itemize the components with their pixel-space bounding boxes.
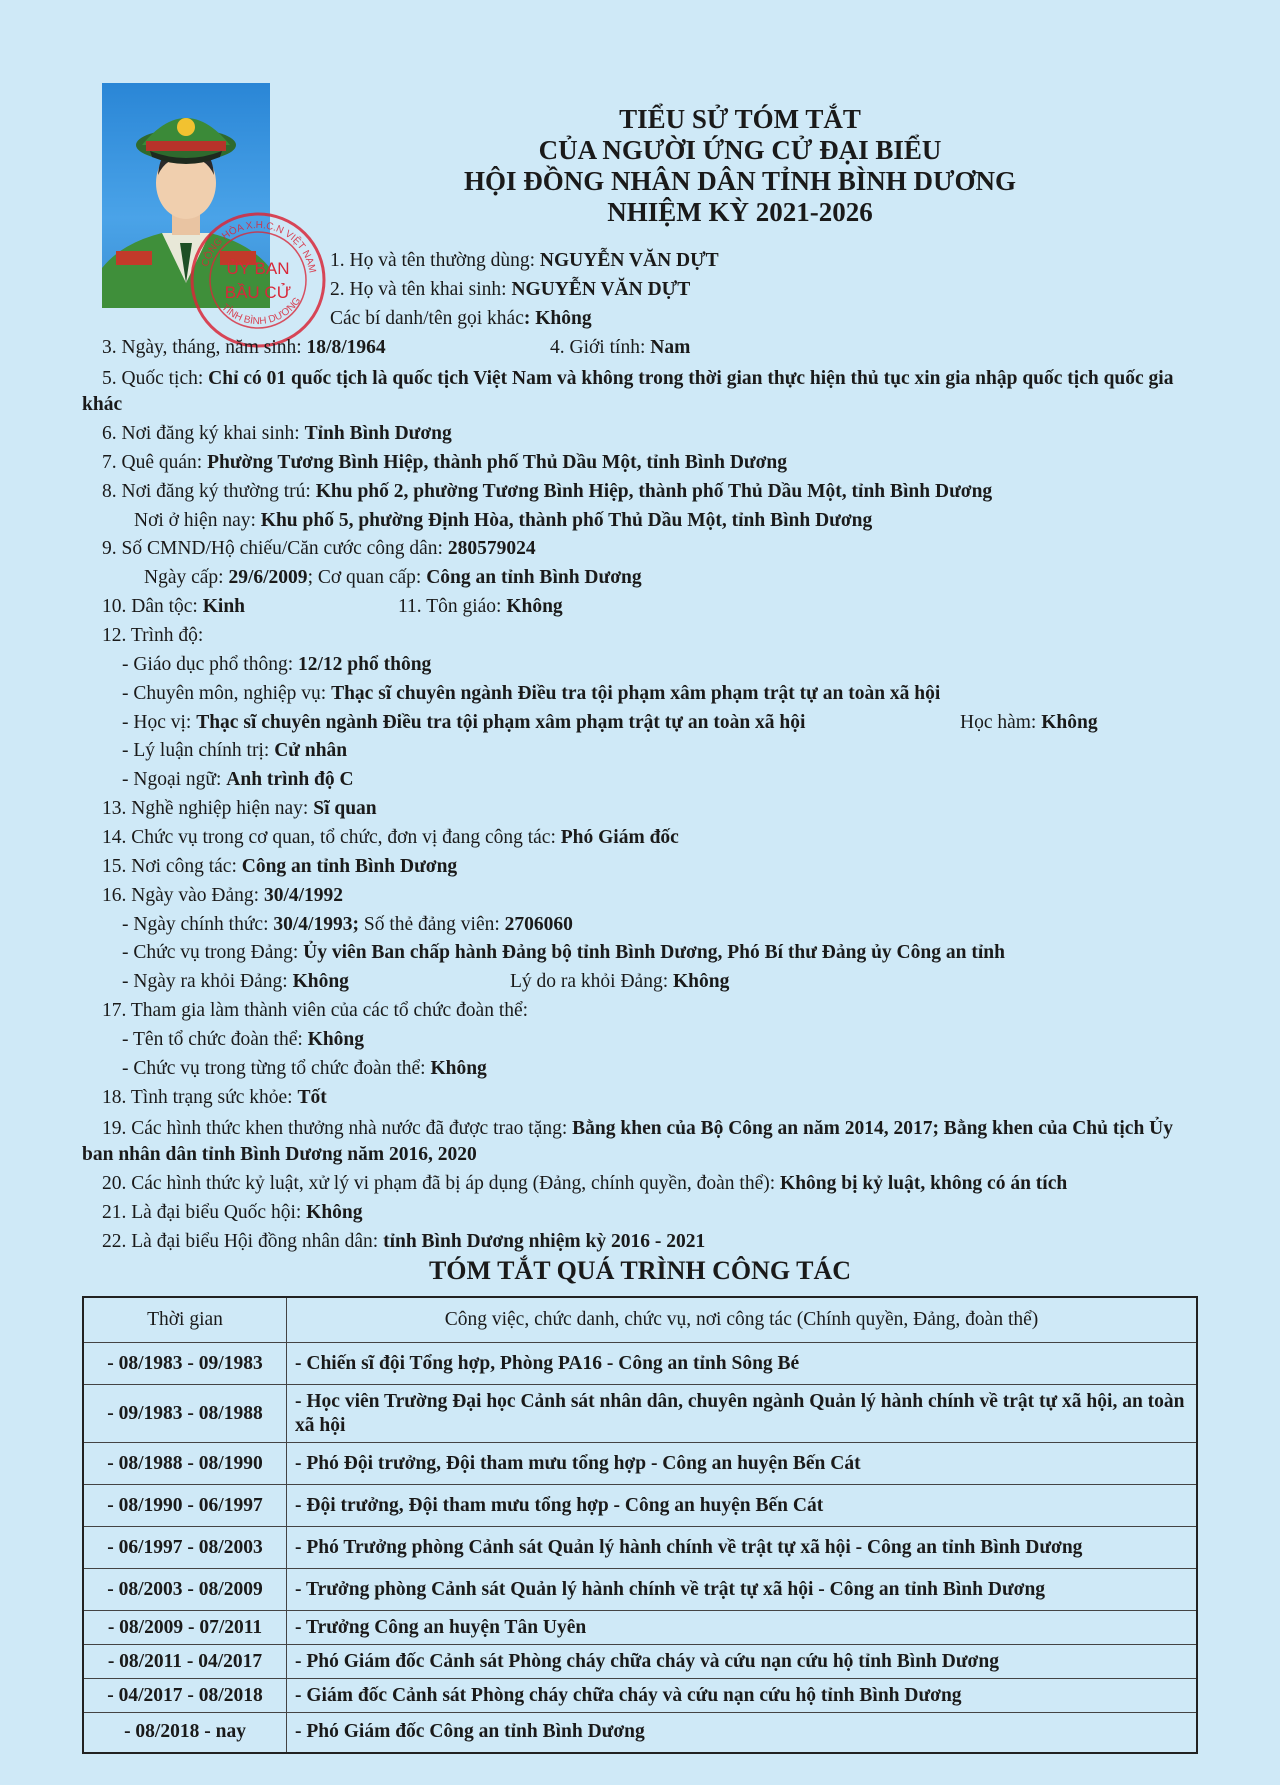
row-time: - 08/2003 - 08/2009 xyxy=(83,1569,287,1611)
row-work: - Trưởng Công an huyện Tân Uyên xyxy=(287,1611,1198,1645)
row-work: - Chiến sĩ đội Tổng hợp, Phòng PA16 - Công an tỉnh Sông Bé xyxy=(287,1343,1198,1385)
row-time: - 08/1988 - 08/1990 xyxy=(83,1443,287,1485)
field-organization-position: - Chức vụ trong từng tổ chức đoàn thể: Không xyxy=(122,1058,487,1079)
field-health: 18. Tình trạng sức khỏe: Tốt xyxy=(102,1087,327,1108)
field-academic-title: Học hàm: Không xyxy=(960,712,1098,733)
document-title xyxy=(430,104,1050,228)
field-organization-name: - Tên tổ chức đoàn thể: Không xyxy=(122,1029,365,1050)
career-section-title: TÓM TẮT QUÁ TRÌNH CÔNG TÁC xyxy=(428,1256,852,1285)
row-work: - Đội trưởng, Đội tham mưu tổng hợp - Công an huyện Bến Cát xyxy=(287,1485,1198,1527)
table-row xyxy=(83,1645,1197,1679)
row-work: - Trưởng phòng Cảnh sát Quản lý hành chính về trật tự xã hội - Công an tỉnh Bình Dương xyxy=(287,1569,1198,1611)
field-awards: 19. Các hình thức khen thưởng nhà nước đã được trao tặng: Bằng khen của Bộ Công an năm 2014, 2017; Bằng khen của Chủ tịch Ủy ban nhân dân tỉnh Bình Dương năm 2016, 2020 xyxy=(82,1118,1173,1165)
row-time: - 08/2009 - 07/2011 xyxy=(83,1611,287,1645)
field-id-issue: Ngày cấp: 29/6/2009; Cơ quan cấp: Công an tỉnh Bình Dương xyxy=(144,567,642,588)
row-time: - 04/2017 - 08/2018 xyxy=(83,1679,287,1713)
field-political-theory: - Lý luận chính trị: Cử nhân xyxy=(122,740,348,761)
row-time: - 08/1983 - 09/1983 xyxy=(83,1343,287,1385)
row-time: - 09/1983 - 08/1988 xyxy=(83,1385,287,1443)
seal-top-text: CỘNG HÒA X.H.C.N VIỆT NAM xyxy=(199,219,318,274)
seal-bottom-text: TỈNH BÌNH DƯƠNG xyxy=(219,295,304,328)
field-workplace: 15. Nơi công tác: Công an tỉnh Bình Dương xyxy=(102,856,458,877)
field-aliases: Các bí danh/tên gọi khác: Không xyxy=(330,308,592,329)
field-permanent-residence: 8. Nơi đăng ký thường trú: Khu phố 2, phường Tương Bình Hiệp, thành phố Thủ Dầu Một, tỉnh Bình Dương xyxy=(102,481,993,502)
field-party-leave-date: - Ngày ra khỏi Đảng: Không xyxy=(122,971,349,992)
field-religion: 11. Tôn giáo: Không xyxy=(398,596,563,617)
seal-mid2: BẦU CỬ xyxy=(224,283,292,302)
header-time: Thời gian xyxy=(83,1297,287,1343)
table-row xyxy=(83,1679,1197,1713)
field-national-assembly: 21. Là đại biểu Quốc hội: Không xyxy=(102,1202,363,1223)
field-id-number: 9. Số CMND/Hộ chiếu/Căn cước công dân: 280579024 xyxy=(102,538,536,559)
table-row xyxy=(83,1527,1197,1569)
field-organizations-heading: 17. Tham gia làm thành viên của các tổ chức đoàn thể: xyxy=(102,1000,529,1021)
field-hometown: 7. Quê quán: Phường Tương Bình Hiệp, thành phố Thủ Dầu Một, tỉnh Bình Dương xyxy=(102,452,788,473)
table-row xyxy=(83,1611,1197,1645)
table-row xyxy=(83,1443,1197,1485)
election-committee-seal xyxy=(188,210,328,350)
table-row xyxy=(83,1485,1197,1527)
field-education-heading: 12. Trình độ: xyxy=(102,625,204,646)
row-work: - Phó Trưởng phòng Cảnh sát Quản lý hành chính về trật tự xã hội - Công an tỉnh Bình Dương xyxy=(287,1527,1198,1569)
field-peoples-council: 22. Là đại biểu Hội đồng nhân dân: tỉnh Bình Dương nhiệm kỳ 2016 - 2021 xyxy=(102,1231,706,1252)
row-work: - Giám đốc Cảnh sát Phòng cháy chữa cháy và cứu nạn cứu hộ tỉnh Bình Dương xyxy=(287,1679,1198,1713)
field-date-of-birth: 3. Ngày, tháng, năm sinh: 18/8/1964 xyxy=(102,337,386,358)
title-line-2: CỦA NGƯỜI ỨNG CỬ ĐẠI BIỂU xyxy=(538,135,942,165)
field-nationality: 5. Quốc tịch: Chỉ có 01 quốc tịch là quốc tịch Việt Nam và không trong thời gian thực hiện thủ tục xin gia nhập quốc tịch quốc gia khác xyxy=(82,368,1174,415)
table-row xyxy=(83,1343,1197,1385)
row-time: - 08/2018 - nay xyxy=(83,1713,287,1753)
row-work: - Học viên Trường Đại học Cảnh sát nhân dân, chuyên ngành Quản lý hành chính về trật tự xã hội, an toàn xã hội xyxy=(287,1385,1198,1443)
seal-mid1: ỦY BAN xyxy=(226,259,290,278)
row-time: - 08/1990 - 06/1997 xyxy=(83,1485,287,1527)
table-row xyxy=(83,1385,1197,1443)
field-current-residence: Nơi ở hiện nay: Khu phố 5, phường Định Hòa, thành phố Thủ Dầu Một, tỉnh Bình Dương xyxy=(134,510,873,531)
field-professional-qualification: - Chuyên môn, nghiệp vụ: Thạc sĩ chuyên ngành Điều tra tội phạm xâm phạm trật tự an toàn xã hội xyxy=(122,683,941,704)
field-common-name: 1. Họ và tên thường dùng: NGUYỄN VĂN DỰT xyxy=(330,250,719,271)
field-occupation: 13. Nghề nghiệp hiện nay: Sĩ quan xyxy=(102,798,377,819)
field-general-education: - Giáo dục phổ thông: 12/12 phổ thông xyxy=(122,654,432,675)
field-discipline: 20. Các hình thức kỷ luật, xử lý vi phạm đã bị áp dụng (Đảng, chính quyền, đoàn thể): Không bị kỷ luật, không có án tích xyxy=(102,1173,1068,1194)
field-party-official-date: - Ngày chính thức: 30/4/1993; Số thẻ đảng viên: 2706060 xyxy=(122,914,573,935)
field-academic-degree: - Học vị: Thạc sĩ chuyên ngành Điều tra tội phạm xâm phạm trật tự an toàn xã hội xyxy=(122,712,806,733)
header-work: Công việc, chức danh, chức vụ, nơi công tác (Chính quyền, Đảng, đoàn thể) xyxy=(287,1297,1198,1343)
title-line-3: HỘI ĐỒNG NHÂN DÂN TỈNH BÌNH DƯƠNG xyxy=(463,166,1017,196)
table-row xyxy=(83,1713,1197,1753)
field-position: 14. Chức vụ trong cơ quan, tổ chức, đơn vị đang công tác: Phó Giám đốc xyxy=(102,827,679,848)
field-party-leave-reason: Lý do ra khỏi Đảng: Không xyxy=(510,971,730,992)
field-foreign-language: - Ngoại ngữ: Anh trình độ C xyxy=(122,769,354,790)
field-gender: 4. Giới tính: Nam xyxy=(550,337,691,358)
field-birth-registration: 6. Nơi đăng ký khai sinh: Tỉnh Bình Dương xyxy=(102,423,452,444)
field-party-join-date: 16. Ngày vào Đảng: 30/4/1992 xyxy=(102,885,344,906)
row-time: - 06/1997 - 08/2003 xyxy=(83,1527,287,1569)
title-line-4: NHIỆM KỲ 2021-2026 xyxy=(607,197,873,227)
field-birth-name: 2. Họ và tên khai sinh: NGUYỄN VĂN DỰT xyxy=(330,279,691,300)
career-table xyxy=(82,1296,1198,1754)
row-time: - 08/2011 - 04/2017 xyxy=(83,1645,287,1679)
field-party-position: - Chức vụ trong Đảng: Ủy viên Ban chấp hành Đảng bộ tỉnh Bình Dương, Phó Bí thư Đảng ủy Công an tỉnh xyxy=(122,942,1005,963)
field-ethnicity: 10. Dân tộc: Kinh xyxy=(102,596,246,617)
title-line-1: TIỂU SỬ TÓM TẮT xyxy=(619,104,861,134)
row-work: - Phó Giám đốc Cảnh sát Phòng cháy chữa cháy và cứu nạn cứu hộ tỉnh Bình Dương xyxy=(287,1645,1198,1679)
table-row xyxy=(83,1569,1197,1611)
career-table-header xyxy=(83,1297,1197,1343)
row-work: - Phó Đội trưởng, Đội tham mưu tổng hợp - Công an huyện Bến Cát xyxy=(287,1443,1198,1485)
row-work: - Phó Giám đốc Công an tỉnh Bình Dương xyxy=(287,1713,1198,1753)
